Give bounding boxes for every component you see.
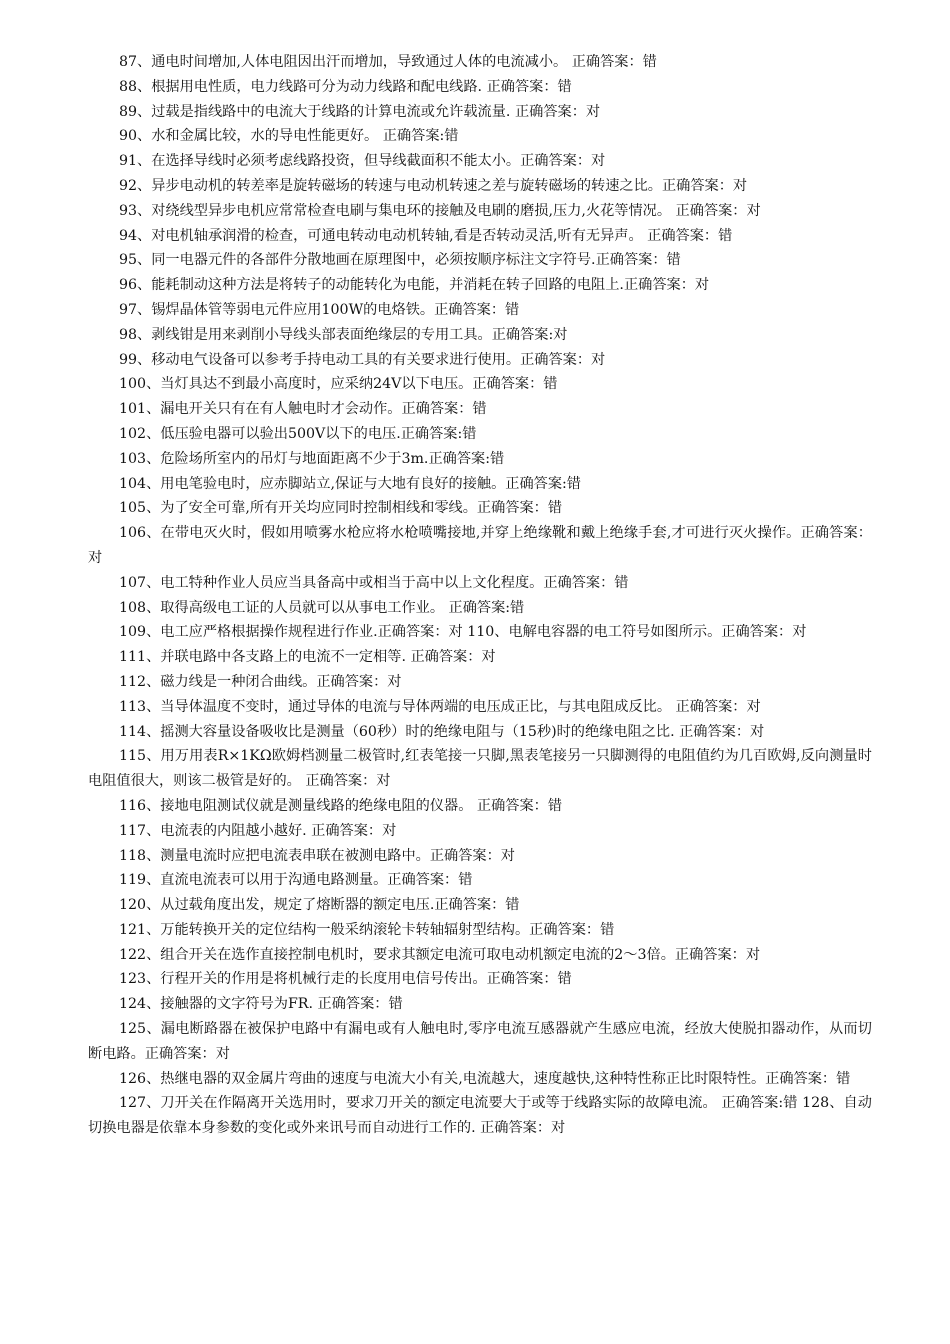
question-item: 95、同一电器元件的各部件分散地画在原理图中，必须按顺序标注文字符号.正确答案：错	[119, 252, 681, 269]
question-item: 94、对电机轴承润滑的检查，可通电转动电动机转轴,看是否转动灵活,听有无异声。 正确答案：错	[119, 227, 733, 244]
question-item: 103、危险场所室内的吊灯与地面距离不少于3m.正确答案:错	[119, 450, 505, 467]
question-item: 102、低压验电器可以验出500V以下的电压.正确答案:错	[119, 425, 477, 442]
question-item: 87、通电时间增加,人体电阻因出汗而增加，导致通过人体的电流减小。 正确答案：错	[119, 54, 657, 70]
question-item: 115、用万用表R×1KΩ欧姆档测量二极管时,红表笔接一只脚,黑表笔接另一只脚测得的电阻值约为几百欧姆,反向测量时电阻值很大，则该二极管是好的。 正确答案：对	[88, 748, 872, 790]
question-item: 123、行程开关的作用是将机械行走的长度用电信号传出。正确答案：错	[119, 971, 572, 988]
question-item: 124、接触器的文字符号为FR. 正确答案：错	[119, 996, 403, 1013]
question-item: 91、在选择导线时必须考虑线路投资，但导线截面积不能太小。正确答案：对	[119, 153, 606, 170]
question-item: 118、测量电流时应把电流表串联在被测电路中。正确答案：对	[119, 847, 515, 864]
question-item: 117、电流表的内阻越小越好. 正确答案：对	[119, 822, 397, 839]
question-item: 119、直流电流表可以用于沟通电路测量。正确答案：错	[119, 872, 473, 889]
question-item: 120、从过载角度出发，规定了熔断器的额定电压.正确答案：错	[119, 897, 520, 914]
question-item: 108、取得高级电工证的人员就可以从事电工作业。 正确答案:错	[119, 599, 525, 616]
question-item: 89、过载是指线路中的电流大于线路的计算电流或允许载流量. 正确答案：对	[119, 103, 601, 120]
document-page	[88, 50, 872, 1141]
question-item: 93、对绕线型异步电机应常常检查电刷与集电环的接触及电刷的磨损,压力,火花等情况。 正确答案：对	[119, 202, 761, 219]
question-item: 109、电工应严格根据操作规程进行作业.正确答案：对 110、电解电容器的电工符号如图所示。正确答案：对	[119, 624, 807, 641]
question-item: 105、为了安全可靠,所有开关均应同时控制相线和零线。正确答案：错	[119, 500, 563, 517]
question-item: 125、漏电断路器在被保护电路中有漏电或有人触电时,零序电流互感器就产生感应电流，经放大使脱扣器动作，从而切断电路。正确答案：对	[88, 1021, 872, 1062]
question-item: 122、组合开关在选作直接控制电机时，要求其额定电流可取电动机额定电流的2～3倍。正确答案：对	[119, 946, 761, 963]
question-item: 100、当灯具达不到最小高度时，应采纳24V以下电压。正确答案：错	[119, 376, 558, 393]
question-item: 99、移动电气设备可以参考手持电动工具的有关要求进行使用。正确答案：对	[119, 351, 606, 368]
question-item: 88、根据用电性质，电力线路可分为动力线路和配电线路. 正确答案：错	[119, 78, 572, 95]
question-item: 112、磁力线是一种闭合曲线。正确答案：对	[119, 673, 402, 690]
question-item: 121、万能转换开关的定位结构一般采纳滚轮卡转轴辐射型结构。正确答案：错	[119, 921, 615, 938]
question-item: 114、摇测大容量设备吸收比是测量（60秒）时的绝缘电阻与（15秒)时的绝缘电阻之比. 正确答案：对	[119, 723, 765, 740]
question-item: 101、漏电开关只有在有人触电时才会动作。正确答案：错	[119, 401, 487, 418]
question-item: 90、水和金属比较，水的导电性能更好。 正确答案:错	[119, 128, 459, 145]
question-item: 97、锡焊晶体管等弱电元件应用100W的电烙铁。正确答案：错	[119, 301, 520, 318]
question-item: 107、电工特种作业人员应当具备高中或相当于高中以上文化程度。正确答案：错	[119, 574, 629, 591]
question-item: 92、异步电动机的转差率是旋转磁场的转速与电动机转速之差与旋转磁场的转速之比。正确答案：对	[119, 177, 748, 194]
question-item: 98、剥线钳是用来剥削小导线头部表面绝缘层的专用工具。正确答案:对	[119, 326, 568, 343]
question-item: 116、接地电阻测试仪就是测量线路的绝缘电阻的仪器。 正确答案：错	[119, 797, 563, 814]
question-item: 106、在带电灭火时，假如用喷雾水枪应将水枪喷嘴接地,并穿上绝缘靴和戴上绝缘手套,才可进行灭火操作。正确答案：对	[88, 525, 872, 566]
question-item: 111、并联电路中各支路上的电流不一定相等. 正确答案：对	[119, 649, 496, 666]
question-item: 126、热继电器的双金属片弯曲的速度与电流大小有关,电流越大，速度越快,这种特性称正比时限特性。正确答案：错	[119, 1070, 851, 1087]
question-item: 113、当导体温度不变时，通过导体的电流与导体两端的电压成正比，与其电阻成反比。 正确答案：对	[119, 698, 761, 715]
question-item: 96、能耗制动这种方法是将转子的动能转化为电能，并消耗在转子回路的电阻上.正确答案：对	[119, 277, 710, 294]
question-item: 104、用电笔验电时，应赤脚站立,保证与大地有良好的接触。正确答案:错	[119, 475, 581, 492]
question-item: 127、刀开关在作隔离开关选用时，要求刀开关的额定电流要大于或等于线路实际的故障电流。 正确答案:错 128、自动切换电器是依靠本身参数的变化或外来讯号而自动进行工作的. 正确答案：对	[88, 1095, 872, 1137]
